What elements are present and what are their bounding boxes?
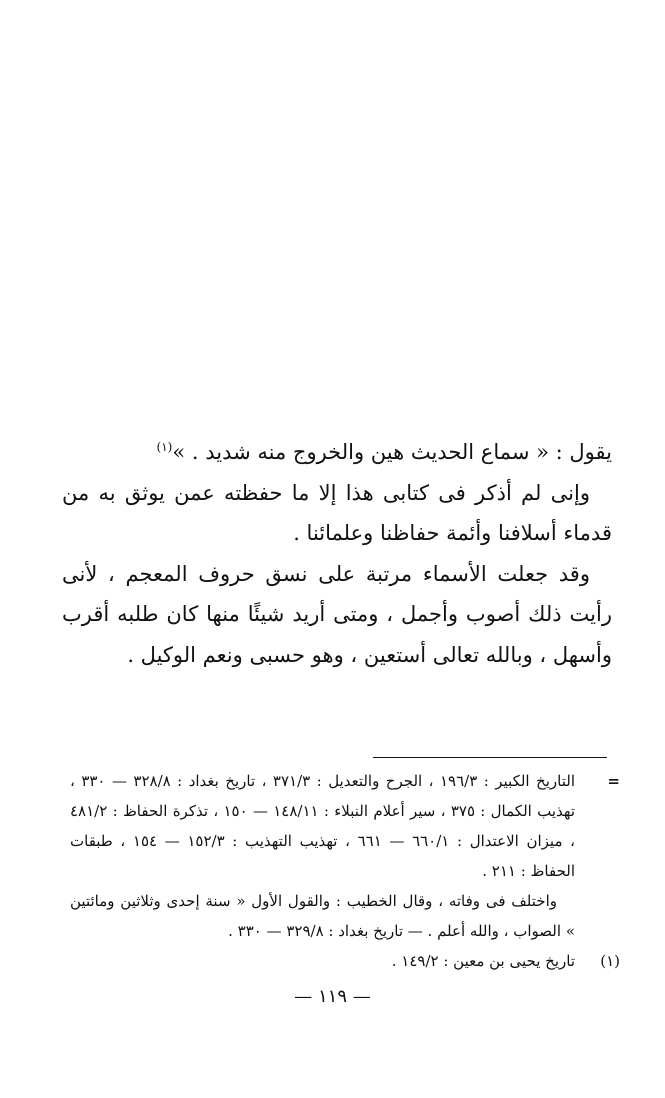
footnotes [70,766,620,976]
quote-text: يقول : « سماع الحديث هين والخروج منه شديد . » [172,440,612,464]
page-number: — ١١٩ — [294,986,371,1007]
footnote-1-text: تاريخ يحيى بن معين : ١٤٩/٢ . [391,952,575,970]
continuation-marker: = [607,772,620,790]
footnote-continuation [70,766,620,886]
quote-line [62,432,612,473]
footnote-continuation-2: واختلف فى وفاته ، وقال الخطيب : والقول الأول « سنة إحدى وثلاثين ومائتين » الصواب ، والله أعلم . — تاريخ بغداد : ٣٢٩/٨ — ٣٣٠ . [70,892,575,940]
paragraph-2: وقد جعلت الأسماء مرتبة على نسق حروف المعجم ، لأنى رأيت ذلك أصوب وأجمل ، ومتى أريد شيئًا منها كان طلبه أقرب وأسهل ، وبالله تعالى أستعين ، وهو حسبى ونعم الوكيل . [62,561,612,667]
paragraph-1: وإنى لم أذكر فى كتابى هذا إلا ما حفظته عمن يوثق به من قدماء أسلافنا وأئمة حفاظنا وعلمائنا . [62,480,612,545]
main-text [62,432,612,675]
footnote-1 [70,946,620,976]
footnote-divider [373,757,607,758]
footnote-1-number: (١) [600,952,620,970]
footnote-continuation-text: التاريخ الكبير : ١٩٦/٣ ، الجرح والتعديل : ٣٧١/٣ ، تاريخ بغداد : ٣٢٨/٨ — ٣٣٠ ، تهذيب الكمال : ٣٧٥ ، سير أعلام النبلاء : ١٤٨/١١ — ١٥٠ ، تذكرة الحفاظ : ٤٨١/٢ ، ميزان الاعتدال : ٦٦٠/١ — ٦٦١ ، تهذيب التهذيب : ١٥٢/٣ — ١٥٤ ، طبقات الحفاظ : ٢١١ . [70,772,575,880]
footnote-reference: (١) [156,440,173,454]
